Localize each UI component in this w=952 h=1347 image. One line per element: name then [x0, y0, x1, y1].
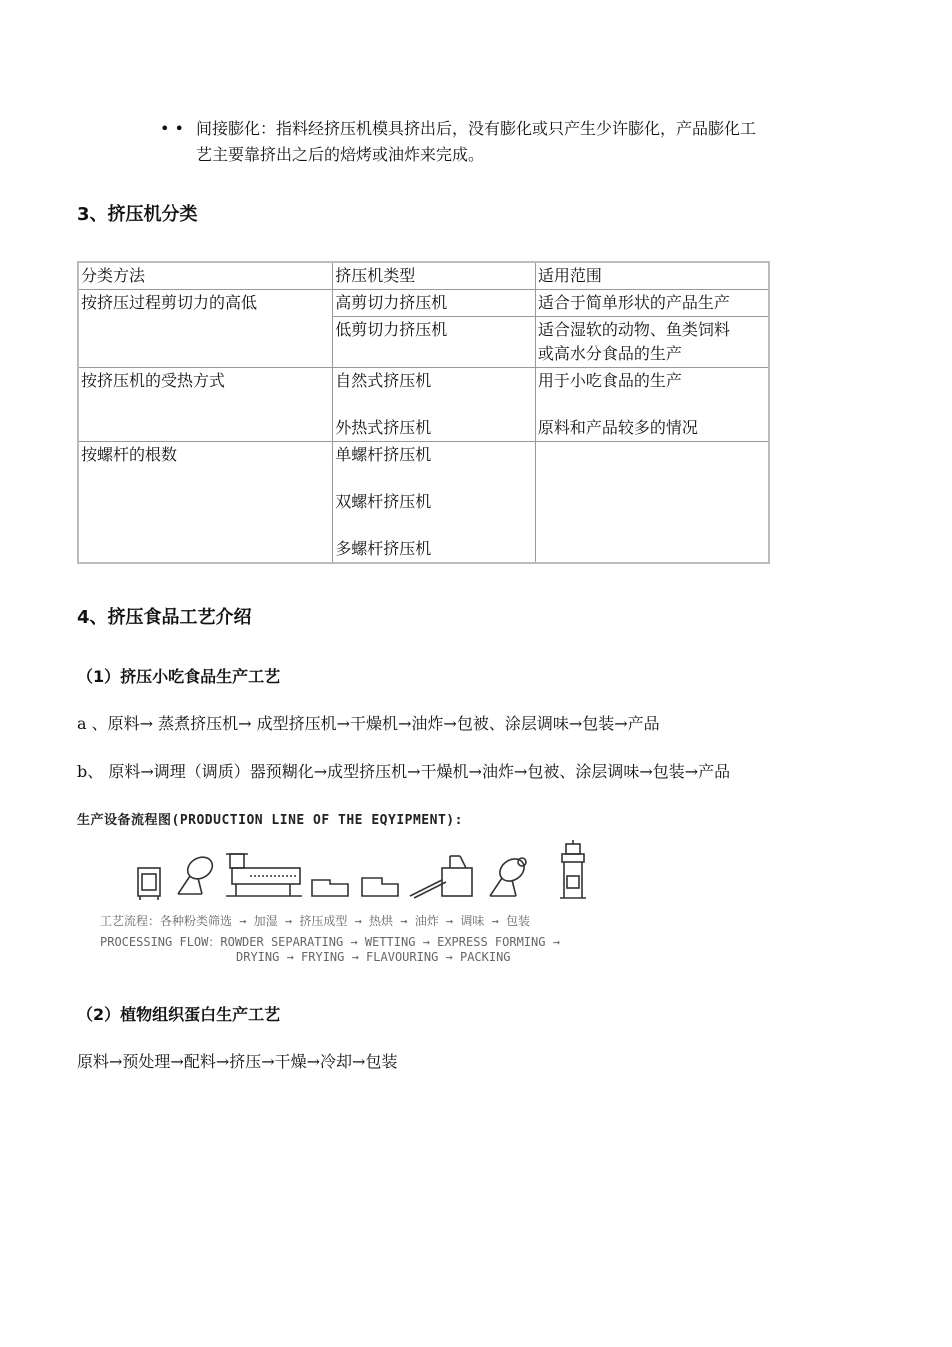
table-cell-line: 用于小吃食品的生产: [537, 371, 682, 390]
table-cell-line: 或高水分食品的生产: [537, 344, 682, 363]
process-line: 原料→预处理→配料→挤压→干燥→冷却→包装: [77, 1052, 398, 1071]
table-cell-line: 双螺杆挤压机: [335, 492, 432, 511]
table-cell: 按挤压过程剪切力的高低: [78, 290, 333, 368]
table-row: [78, 290, 769, 317]
table-cell-line: 多螺杆挤压机: [335, 539, 432, 558]
section-title: 3、挤压机分类: [77, 204, 198, 225]
table-cell-line: 原料和产品较多的情况: [537, 418, 698, 437]
process-line-b: b、 原料→调理（调质）器预糊化→成型挤压机→干燥机→油炸→包被、涂层调味→包装→产品: [77, 762, 731, 781]
table-cell-line: 外热式挤压机: [335, 418, 432, 437]
bullet-text-line1: 间接膨化：指料经挤压机模具挤出后，没有膨化或只产生少许膨化，产品膨化工: [196, 119, 757, 138]
mixer-icon: [178, 853, 216, 894]
sieve-machine-icon: [138, 868, 160, 900]
subsection-title: （2）植物组织蛋白生产工艺: [77, 1005, 281, 1024]
packing-machine-icon: [560, 840, 586, 898]
table-header-cell: 分类方法: [78, 262, 333, 290]
dryer-icon: [312, 878, 398, 896]
flowchart-process-cn: 工艺流程：各种粉类筛选 → 加湿 → 挤压成型 → 热烘 → 油炸 → 调味 → 包装: [100, 914, 531, 928]
table-cell-line: 自然式挤压机: [335, 371, 432, 390]
equipment-diagram: [120, 840, 610, 910]
table-cell: [535, 317, 769, 368]
table-cell: 高剪切力挤压机: [333, 290, 536, 317]
fryer-icon: [410, 856, 472, 898]
table-cell: 低剪切力挤压机: [333, 317, 536, 368]
table-row: [78, 368, 769, 442]
section-title: 4、挤压食品工艺介绍: [77, 607, 252, 628]
table-cell: [333, 442, 536, 564]
flowchart-process-en-line2: DRYING → FRYING → FLAVOURING → PACKING: [236, 950, 511, 964]
table-cell-line: 适合湿软的动物、鱼类饲料: [537, 320, 730, 339]
table-cell: 适合于简单形状的产品生产: [535, 290, 769, 317]
process-line-a: a 、原料→ 蒸煮挤压机→ 成型挤压机→干燥机→油炸→包被、涂层调味→包装→产品: [77, 714, 660, 733]
table-cell: [535, 442, 769, 564]
bullet-marker: • •: [160, 119, 184, 138]
table-cell: 按螺杆的根数: [78, 442, 333, 564]
subsection-title: （1）挤压小吃食品生产工艺: [77, 667, 281, 686]
extruder-icon: [226, 854, 302, 896]
table-cell: [333, 368, 536, 442]
flowchart-title: 生产设备流程图(PRODUCTION LINE OF THE EQYIPMENT):: [77, 813, 463, 828]
table-cell: 按挤压机的受热方式: [78, 368, 333, 442]
table-header-row: [78, 262, 769, 290]
seasoning-drum-icon: [490, 854, 528, 896]
table-cell-line: 单螺杆挤压机: [335, 445, 432, 464]
table-row: [78, 442, 769, 564]
table-cell: [535, 368, 769, 442]
classification-table: [77, 261, 770, 564]
flowchart-process-en-line1: PROCESSING FLOW：ROWDER SEPARATING → WETTING → EXPRESS FORMING →: [100, 935, 560, 949]
bullet-text-line2: 艺主要靠挤出之后的焙烤或油炸来完成。: [196, 145, 485, 164]
table-header-cell: 适用范围: [535, 262, 769, 290]
table-header-cell: 挤压机类型: [333, 262, 536, 290]
